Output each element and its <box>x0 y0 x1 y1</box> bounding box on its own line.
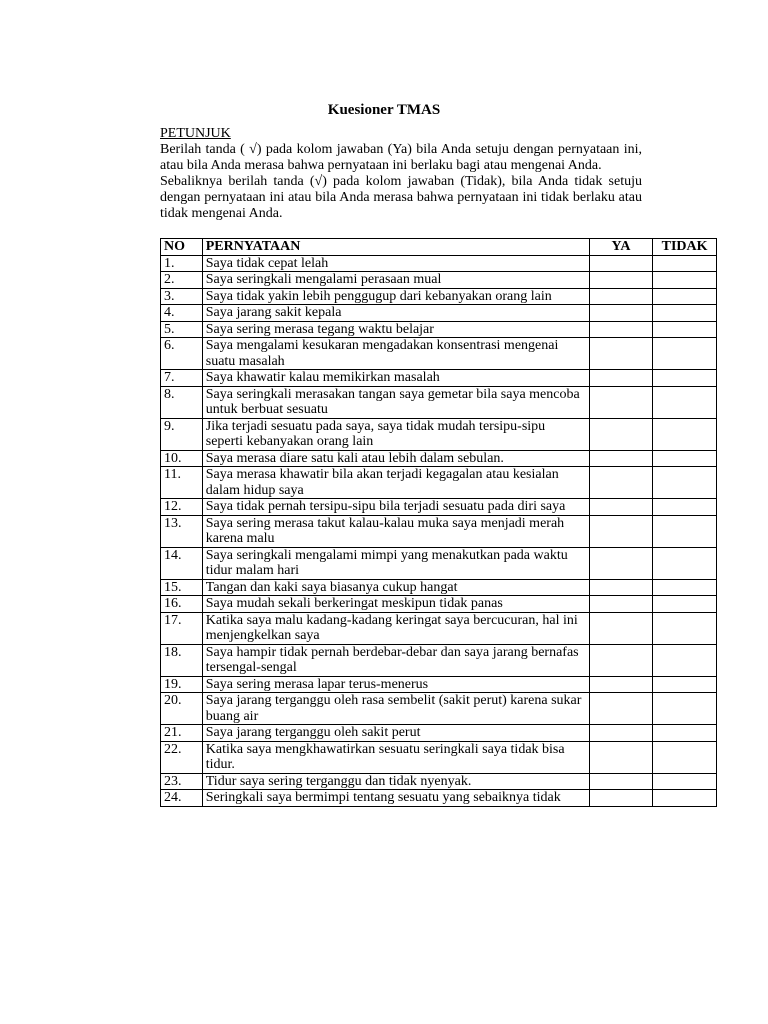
row-number: 16. <box>161 596 203 613</box>
table-row <box>161 418 717 450</box>
header-statement: PERNYATAAN <box>202 239 589 256</box>
answer-tidak-cell[interactable] <box>653 255 717 272</box>
answer-ya-cell[interactable] <box>589 596 652 613</box>
answer-tidak-cell[interactable] <box>653 450 717 467</box>
row-statement: Saya mudah sekali berkeringat meskipun tidak panas <box>202 596 589 613</box>
table-row <box>161 370 717 387</box>
row-statement: Seringkali saya bermimpi tentang sesuatu yang sebaiknya tidak <box>202 790 589 807</box>
table-row <box>161 596 717 613</box>
answer-ya-cell[interactable] <box>589 790 652 807</box>
answer-tidak-cell[interactable] <box>653 321 717 338</box>
table-row <box>161 644 717 676</box>
answer-tidak-cell[interactable] <box>653 418 717 450</box>
answer-tidak-cell[interactable] <box>653 612 717 644</box>
document-title: Kuesioner TMAS <box>327 102 441 118</box>
row-number: 3. <box>161 288 203 305</box>
row-number: 21. <box>161 725 203 742</box>
row-number: 22. <box>161 741 203 773</box>
answer-tidak-cell[interactable] <box>653 288 717 305</box>
answer-ya-cell[interactable] <box>589 644 652 676</box>
answer-ya-cell[interactable] <box>589 305 652 322</box>
answer-tidak-cell[interactable] <box>653 676 717 693</box>
row-statement: Saya sering merasa tegang waktu belajar <box>202 321 589 338</box>
row-number: 23. <box>161 773 203 790</box>
row-number: 15. <box>161 579 203 596</box>
row-statement: Jika terjadi sesuatu pada saya, saya tidak mudah tersipu-sipu seperti kebanyakan orang lain <box>202 418 589 450</box>
row-number: 18. <box>161 644 203 676</box>
row-statement: Saya mengalami kesukaran mengadakan konsentrasi mengenai suatu masalah <box>202 338 589 370</box>
instruction-paragraph-ya: Berilah tanda ( √) pada kolom jawaban (Ya) bila Anda setuju dengan pernyataan ini, atau bila Anda merasa bahwa pernyataan ini berlaku bagi atau mengenai Anda. <box>160 142 642 173</box>
table-row <box>161 676 717 693</box>
row-statement: Katika saya malu kadang-kadang keringat saya bercucuran, hal ini menjengkelkan saya <box>202 612 589 644</box>
row-statement: Saya sering merasa lapar terus-menerus <box>202 676 589 693</box>
row-number: 17. <box>161 612 203 644</box>
answer-ya-cell[interactable] <box>589 515 652 547</box>
row-number: 11. <box>161 467 203 499</box>
answer-tidak-cell[interactable] <box>653 515 717 547</box>
row-statement: Saya seringkali mengalami mimpi yang menakutkan pada waktu tidur malam hari <box>202 547 589 579</box>
row-statement: Saya merasa diare satu kali atau lebih dalam sebulan. <box>202 450 589 467</box>
answer-tidak-cell[interactable] <box>653 693 717 725</box>
row-statement: Saya sering merasa takut kalau-kalau muka saya menjadi merah karena malu <box>202 515 589 547</box>
answer-tidak-cell[interactable] <box>653 305 717 322</box>
table-row <box>161 338 717 370</box>
answer-ya-cell[interactable] <box>589 547 652 579</box>
row-number: 20. <box>161 693 203 725</box>
answer-ya-cell[interactable] <box>589 418 652 450</box>
table-row <box>161 450 717 467</box>
table-row <box>161 321 717 338</box>
row-number: 12. <box>161 499 203 516</box>
answer-tidak-cell[interactable] <box>653 467 717 499</box>
answer-ya-cell[interactable] <box>589 612 652 644</box>
table-row <box>161 773 717 790</box>
table-row <box>161 579 717 596</box>
table-row <box>161 272 717 289</box>
row-statement: Saya tidak yakin lebih penggugup dari kebanyakan orang lain <box>202 288 589 305</box>
answer-tidak-cell[interactable] <box>653 644 717 676</box>
row-statement: Tangan dan kaki saya biasanya cukup hangat <box>202 579 589 596</box>
table-row <box>161 547 717 579</box>
header-tidak: TIDAK <box>653 239 717 256</box>
table-row <box>161 790 717 807</box>
answer-ya-cell[interactable] <box>589 450 652 467</box>
table-row <box>161 725 717 742</box>
answer-tidak-cell[interactable] <box>653 790 717 807</box>
answer-ya-cell[interactable] <box>589 321 652 338</box>
instructions <box>160 142 642 222</box>
row-statement: Tidur saya sering terganggu dan tidak nyenyak. <box>202 773 589 790</box>
row-number: 5. <box>161 321 203 338</box>
table-row <box>161 693 717 725</box>
answer-ya-cell[interactable] <box>589 676 652 693</box>
answer-tidak-cell[interactable] <box>653 499 717 516</box>
answer-ya-cell[interactable] <box>589 499 652 516</box>
row-statement: Saya hampir tidak pernah berdebar-debar dan saya jarang bernafas tersengal-sengal <box>202 644 589 676</box>
table-row <box>161 305 717 322</box>
answer-ya-cell[interactable] <box>589 467 652 499</box>
row-number: 24. <box>161 790 203 807</box>
row-statement: Saya merasa khawatir bila akan terjadi kegagalan atau kesialan dalam hidup saya <box>202 467 589 499</box>
answer-ya-cell[interactable] <box>589 272 652 289</box>
answer-ya-cell[interactable] <box>589 255 652 272</box>
table-row <box>161 612 717 644</box>
table-row <box>161 255 717 272</box>
row-statement: Saya jarang sakit kepala <box>202 305 589 322</box>
answer-ya-cell[interactable] <box>589 386 652 418</box>
row-statement: Saya seringkali merasakan tangan saya gemetar bila saya mencoba untuk berbuat sesuatu <box>202 386 589 418</box>
answer-ya-cell[interactable] <box>589 725 652 742</box>
table-body <box>161 255 717 806</box>
row-statement: Saya jarang terganggu oleh sakit perut <box>202 725 589 742</box>
header-no: NO <box>161 239 203 256</box>
instruction-paragraph-tidak: Sebaliknya berilah tanda (√) pada kolom jawaban (Tidak), bila Anda tidak setuju dengan pernyataan ini atau bila Anda merasa bahwa pernyataan ini tidak berlaku atau tidak mengenai Anda. <box>160 174 642 221</box>
table-row <box>161 467 717 499</box>
table-row <box>161 499 717 516</box>
row-statement: Saya tidak cepat lelah <box>202 255 589 272</box>
answer-tidak-cell[interactable] <box>653 272 717 289</box>
table-header-row <box>161 239 717 256</box>
table-row <box>161 515 717 547</box>
answer-tidak-cell[interactable] <box>653 386 717 418</box>
row-number: 13. <box>161 515 203 547</box>
row-number: 7. <box>161 370 203 387</box>
row-number: 1. <box>161 255 203 272</box>
header-ya: YA <box>589 239 652 256</box>
row-number: 2. <box>161 272 203 289</box>
row-number: 8. <box>161 386 203 418</box>
answer-ya-cell[interactable] <box>589 773 652 790</box>
row-statement: Saya jarang terganggu oleh rasa sembelit (sakit perut) karena sukar buang air <box>202 693 589 725</box>
table-row <box>161 386 717 418</box>
answer-ya-cell[interactable] <box>589 288 652 305</box>
answer-tidak-cell[interactable] <box>653 547 717 579</box>
answer-ya-cell[interactable] <box>589 370 652 387</box>
answer-tidak-cell[interactable] <box>653 579 717 596</box>
answer-ya-cell[interactable] <box>589 693 652 725</box>
row-number: 14. <box>161 547 203 579</box>
row-statement: Saya seringkali mengalami perasaan mual <box>202 272 589 289</box>
answer-tidak-cell[interactable] <box>653 596 717 613</box>
row-statement: Saya khawatir kalau memikirkan masalah <box>202 370 589 387</box>
answer-tidak-cell[interactable] <box>653 338 717 370</box>
row-number: 19. <box>161 676 203 693</box>
row-number: 4. <box>161 305 203 322</box>
answer-ya-cell[interactable] <box>589 741 652 773</box>
row-number: 6. <box>161 338 203 370</box>
answer-tidak-cell[interactable] <box>653 725 717 742</box>
row-statement: Saya tidak pernah tersipu-sipu bila terjadi sesuatu pada diri saya <box>202 499 589 516</box>
table-row <box>161 288 717 305</box>
petunjuk-heading: PETUNJUK <box>160 126 231 141</box>
row-statement: Katika saya mengkhawatirkan sesuatu seringkali saya tidak bisa tidur. <box>202 741 589 773</box>
answer-tidak-cell[interactable] <box>653 370 717 387</box>
table-row <box>161 741 717 773</box>
answer-tidak-cell[interactable] <box>653 741 717 773</box>
row-number: 9. <box>161 418 203 450</box>
answer-tidak-cell[interactable] <box>653 773 717 790</box>
answer-ya-cell[interactable] <box>589 579 652 596</box>
row-number: 10. <box>161 450 203 467</box>
questionnaire-table <box>160 238 717 807</box>
answer-ya-cell[interactable] <box>589 338 652 370</box>
